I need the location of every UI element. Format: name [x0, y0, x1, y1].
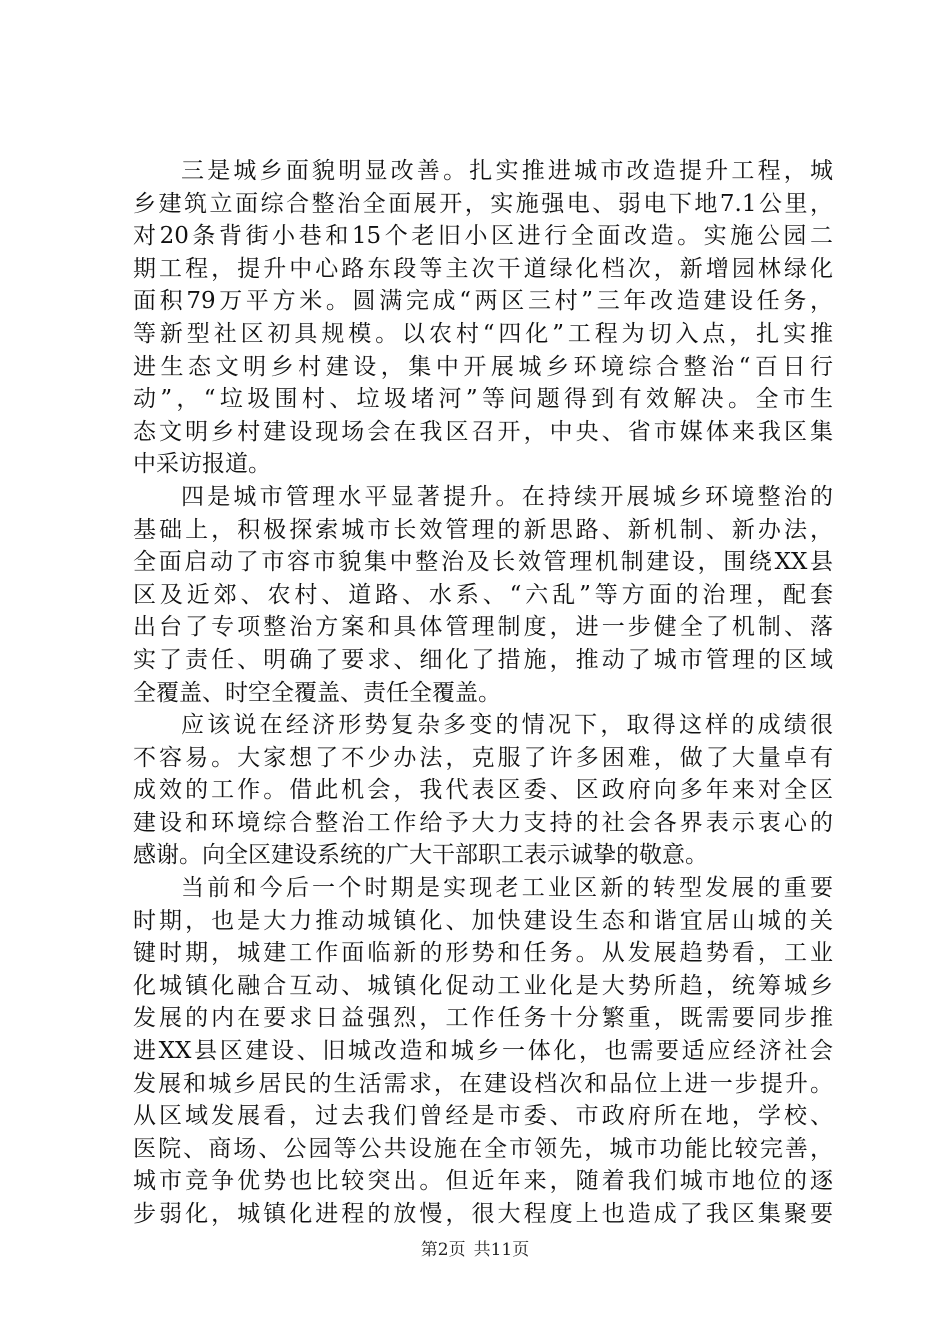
- text-line: 应该说在经济形势复杂多变的情况下，取得这样的成绩很: [181, 712, 833, 739]
- document-body: [133, 155, 833, 1231]
- text-line: 步弱化，城镇化进程的放慢，很大程度上也造成了我区集聚要: [133, 1201, 833, 1227]
- text-line: 城市竞争优势也比较突出。但近年来，随着我们城市地位的逐: [133, 1168, 833, 1195]
- paragraph-2: [133, 481, 833, 709]
- text-line: 三是城乡面貌明显改善。扎实推进城市改造提升工程，城: [181, 158, 833, 184]
- text-line: 键时期，城建工作面临新的形势和任务。从发展趋势看，工业: [133, 940, 833, 967]
- text-line: 全面启动了市容市貌集中整治及长效管理机制建设，围绕XX县: [133, 549, 833, 576]
- text-line: 动”，“垃圾围村、垃圾堵河”等问题得到有效解决。全市生: [133, 386, 833, 413]
- text-line: 面积79万平方米。圆满完成“两区三村”三年改造建设任务，: [133, 288, 833, 315]
- text-line: 乡建筑立面综合整治全面展开，实施强电、弱电下地7.1公里，: [133, 190, 833, 217]
- text-line: 当前和今后一个时期是实现老工业区新的转型发展的重要: [181, 875, 833, 902]
- text-line: 区及近郊、农村、道路、水系、“六乱”等方面的治理，配套: [133, 581, 833, 608]
- text-line: 不容易。大家想了不少办法，克服了许多困难，做了大量卓有: [133, 744, 833, 771]
- text-line: 等新型社区初具规模。以农村“四化”工程为切入点，扎实推: [133, 320, 833, 347]
- paragraph-1: [133, 155, 833, 481]
- text-line: 态文明乡村建设现场会在我区召开，中央、省市媒体来我区集: [133, 418, 833, 445]
- text-line: 对20条背街小巷和15个老旧小区进行全面改造。实施公园二: [133, 223, 833, 250]
- text-line: 基础上，积极探索城市长效管理的新思路、新机制、新办法，: [133, 516, 833, 543]
- text-line: 进XX县区建设、旧城改造和城乡一体化，也需要适应经济社会: [133, 1038, 833, 1065]
- text-line: 四是城市管理水平显著提升。在持续开展城乡环境整治的: [181, 483, 833, 510]
- text-line: 从区域发展看，过去我们曾经是市委、市政府所在地，学校、: [133, 1103, 833, 1130]
- text-line: 全覆盖、时空全覆盖、责任全覆盖。: [133, 679, 501, 706]
- paragraph-4: [133, 872, 833, 1231]
- text-line: 时期，也是大力推动城镇化、加快建设生态和谐宜居山城的关: [133, 907, 833, 934]
- text-line: 出台了专项整治方案和具体管理制度，进一步健全了机制、落: [133, 614, 833, 641]
- text-line: 发展和城乡居民的生活需求，在建设档次和品位上进一步提升。: [133, 1070, 833, 1097]
- text-line: 发展的内在要求日益强烈，工作任务十分繁重，既需要同步推: [133, 1005, 833, 1032]
- paragraph-3: [133, 709, 833, 872]
- text-line: 实了责任、明确了要求、细化了措施，推动了城市管理的区域: [133, 646, 833, 673]
- text-line: 期工程，提升中心路东段等主次干道绿化档次，新增园林绿化: [133, 255, 833, 282]
- text-line: 医院、商场、公园等公共设施在全市领先，城市功能比较完善，: [133, 1135, 833, 1162]
- text-line: 感谢。向全区建设系统的广大干部职工表示诚挚的敬意。: [133, 842, 708, 869]
- page-footer: [0, 1239, 950, 1261]
- text-line: 化城镇化融合互动、城镇化促动工业化是大势所趋，统筹城乡: [133, 972, 833, 999]
- text-line: 建设和环境综合整治工作给予大力支持的社会各界表示衷心的: [133, 809, 833, 836]
- text-line: 成效的工作。借此机会，我代表区委、区政府向多年来对全区: [133, 777, 833, 804]
- text-line: 中采访报道。: [133, 451, 271, 478]
- text-line: 进生态文明乡村建设，集中开展城乡环境综合整治“百日行: [133, 353, 833, 380]
- page-total: 共11页: [473, 1240, 530, 1260]
- page-number: 第2页: [420, 1240, 466, 1260]
